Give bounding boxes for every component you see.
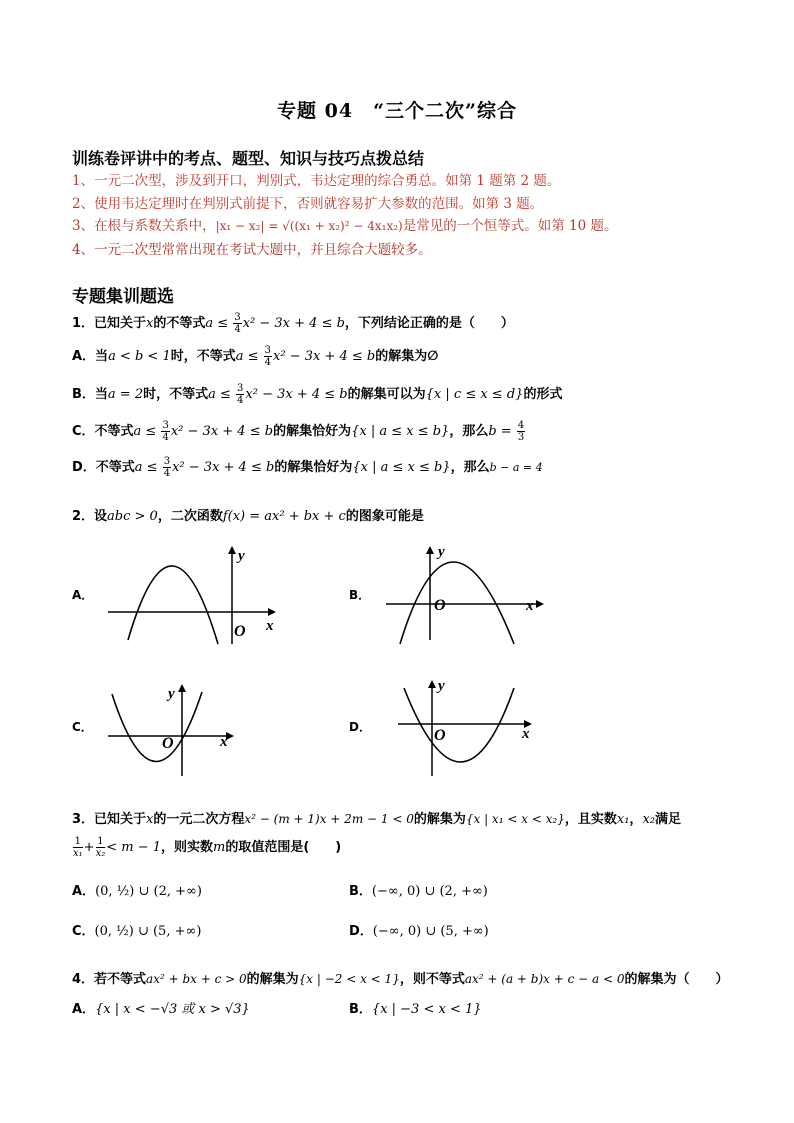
q3-optd-label: D． — [349, 924, 373, 939]
q3-x1: x₁ — [616, 812, 630, 827]
q1-frac-num: 3 — [234, 312, 241, 323]
graph-b-parabola — [400, 562, 514, 644]
q1-opta-ineq-a: a ≤ — [235, 349, 263, 364]
q3-optc-label: C． — [72, 924, 95, 939]
q4-opta-value: {x | x < −√3 或 x > √3} — [95, 1002, 250, 1017]
q1-optb-ineq-b: x² − 3x + 4 ≤ b — [245, 387, 348, 402]
q3-opta-value: (0, ½) ∪ (2, +∞) — [95, 884, 202, 899]
graph-a-origin: O — [234, 623, 246, 640]
q1-opta-ineq-b: x² − 3x + 4 ≤ b — [273, 349, 376, 364]
q1-optd-frac-num: 3 — [163, 456, 171, 467]
q4-optb-value: {x | −3 < x < 1} — [371, 1002, 482, 1017]
graph-d-y-arrow — [428, 680, 436, 688]
q1-optc-eq: b = — [488, 424, 516, 439]
q1-optd-b: 的解集恰好为 — [274, 460, 353, 475]
q3-optc-value: (0, ½) ∪ (5, +∞) — [94, 924, 202, 939]
q1-optb-frac — [236, 383, 244, 406]
q1-optd-set: {x | a ≤ x ≤ b} — [352, 460, 451, 475]
q1-option-a[interactable] — [72, 345, 438, 368]
q1-optd-frac-den: 4 — [163, 468, 171, 479]
q3-ineq2: < m − 1 — [106, 840, 161, 855]
q1-optc-eq-frac — [517, 420, 525, 443]
q1-option-c[interactable] — [72, 420, 526, 443]
q1-optb-c: 的解集可以为 — [347, 387, 426, 402]
graph-a-y-label: y — [238, 548, 245, 564]
q3-optd-value: (−∞, 0) ∪ (5, +∞) — [372, 924, 489, 939]
q1-optd-a: D．不等式 — [72, 460, 135, 475]
q1-var-x: x — [146, 316, 154, 331]
q3-var-x: x — [146, 812, 154, 827]
q3-line2-text: ，则实数 — [161, 840, 214, 855]
q2-label-d[interactable]: D． — [349, 720, 371, 734]
q4-set1: {x | −2 < x < 1} — [298, 972, 400, 986]
q3-stem-b: 的一元二次方程 — [153, 812, 245, 827]
q1-optb-cond: a = 2 — [107, 387, 144, 402]
q4-stem-c: ，则不等式 — [399, 972, 465, 987]
q1-stem-c: ，下列结论正确的是（ ） — [344, 316, 514, 331]
q1-opta-b: 时，不等式 — [170, 349, 236, 364]
q1-optc-eq-den: 3 — [517, 432, 525, 443]
q3-optb-value: (−∞, 0) ∪ (2, +∞) — [371, 884, 488, 899]
q1-ineq-b: x² − 3x + 4 ≤ b — [242, 316, 345, 331]
q2-func: f(x) = ax² + bx + c — [222, 509, 346, 524]
q4-ineq1: ax² + bx + c > 0 — [146, 972, 247, 986]
q1-optc-set: {x | a ≤ x ≤ b} — [351, 424, 450, 439]
q1-optc-ineq-a: a ≤ — [133, 424, 161, 439]
q4-optb-label: B． — [349, 1002, 372, 1017]
q3-ineq: x² − (m + 1)x + 2m − 1 < 0 — [244, 812, 414, 826]
summary-point-2: 2、使用韦达定理时在判别式前提下，否则就容易扩大参数的范围。如第 3 题。 — [72, 196, 544, 212]
summary-heading: 训练卷评讲中的考点、题型、知识与技巧点拨总结 — [72, 149, 425, 168]
q3-comma: ， — [629, 812, 643, 827]
q3-set: {x | x₁ < x < x₂} — [465, 812, 565, 826]
q1-optb-frac-num: 3 — [237, 383, 244, 394]
q1-optc-eq-num: 4 — [517, 420, 525, 431]
q1-optc-a: C．不等式 — [72, 424, 134, 439]
q4-stem-b: 的解集为 — [246, 972, 299, 987]
q3-option-d[interactable] — [349, 920, 489, 939]
graph-a-x-label: x — [266, 618, 274, 634]
q3-var-m: m — [213, 840, 226, 855]
q1-stem-b: 的不等式 — [153, 316, 206, 331]
graph-b-x-label: x — [526, 598, 534, 614]
q1-opta-c: 的解集为∅ — [375, 349, 439, 364]
q4-ineq2: ax² + (a + b)x + c − a < 0 — [464, 972, 625, 986]
graph-d-parabola — [404, 688, 514, 762]
summary-point-3 — [72, 214, 617, 234]
q1-optb-set: {x | c ≤ x ≤ d} — [425, 387, 524, 402]
q3-opta-label: A． — [72, 884, 96, 899]
q3-frac1-num: 1 — [74, 836, 82, 847]
graph-d-y-label: y — [438, 678, 445, 694]
graph-c-y-label: y — [168, 686, 175, 702]
q1-optd-ineq-b: x² − 3x + 4 ≤ b — [172, 460, 275, 475]
q1-frac-den: 4 — [234, 324, 241, 335]
q3-stem-e: 满足 — [654, 812, 681, 827]
q3-frac1 — [73, 836, 83, 859]
q1-opta-frac-den: 4 — [264, 357, 272, 368]
q1-stem — [72, 312, 514, 335]
q3-frac2-num: 1 — [97, 836, 104, 847]
graph-a-y-arrow — [228, 546, 236, 554]
graph-c-y-arrow — [178, 684, 186, 692]
q3-stem-a: 3．已知关于 — [72, 812, 147, 827]
q2-graph-b — [378, 540, 558, 650]
q1-optb-a: B．当 — [72, 387, 108, 402]
graph-d-x-label: x — [522, 726, 530, 742]
q2-graph-a — [100, 540, 290, 650]
q2-label-b[interactable]: B． — [349, 588, 371, 602]
q1-opta-frac-num: 3 — [264, 345, 272, 356]
q4-opta-label: A． — [72, 1002, 96, 1017]
q3-option-b[interactable] — [349, 880, 488, 899]
q2-label-c[interactable]: C． — [72, 720, 93, 734]
q1-ineq-a: a ≤ — [205, 316, 233, 331]
q2-graph-d — [394, 676, 544, 780]
q2-graph-c — [100, 680, 250, 780]
q4-stem-d: 的解集为（ ） — [624, 972, 729, 987]
q2-stem-b: ，二次函数 — [157, 509, 223, 524]
summary-point-1: 1、一元二次型，涉及到开口，判别式，韦达定理的综合勇总。如第 1 题第 2 题。 — [72, 173, 561, 189]
graph-c-parabola — [112, 692, 202, 762]
q3-stem-c: 的解集为 — [413, 812, 466, 827]
q3-option-a[interactable] — [72, 880, 202, 899]
q1-opta-frac — [264, 345, 272, 368]
graph-a-parabola — [128, 566, 218, 644]
q3-frac2 — [96, 836, 106, 859]
page-title: 专题 04 “三个二次”综合 — [277, 100, 517, 122]
q3-optb-label: B． — [349, 884, 372, 899]
q4-option-b[interactable] — [349, 998, 482, 1017]
section-heading: 专题集训题选 — [72, 287, 174, 307]
q1-optc-frac-den: 4 — [162, 432, 169, 443]
q1-optb-ineq-a: a ≤ — [208, 387, 236, 402]
q3-option-c[interactable] — [72, 920, 201, 939]
q1-opta-a: A．当 — [72, 349, 109, 364]
q3-stem-d: ，且实数 — [564, 812, 617, 827]
graph-b-origin: O — [434, 597, 446, 614]
summary-point-3-text: 3、在根与系数关系中， — [72, 218, 216, 234]
q1-optc-ineq-b: x² − 3x + 4 ≤ b — [170, 424, 274, 439]
q2-label-a[interactable]: A． — [72, 588, 94, 602]
q1-stem-a: 1．已知关于 — [72, 316, 147, 331]
q2-cond: abc > 0 — [107, 509, 158, 524]
q3-x2: x₂ — [642, 812, 655, 827]
q1-optc-c: ，那么 — [449, 424, 489, 439]
summary-point-3-formula: |x₁ − x₂| = √((x₁ + x₂)² − 4x₁x₂) — [215, 219, 403, 233]
graph-c-origin: O — [162, 735, 174, 752]
q1-optd-frac — [163, 456, 171, 479]
graph-a-x-arrow — [268, 608, 276, 616]
summary-point-3-tail: 是常见的一个恒等式。如第 10 题。 — [402, 218, 618, 234]
q2-stem-c: 的图象可能是 — [345, 509, 424, 524]
q1-optc-frac — [161, 420, 169, 443]
q1-optb-frac-den: 4 — [237, 395, 244, 406]
q4-stem — [72, 968, 729, 987]
q1-optc-b: 的解集恰好为 — [273, 424, 352, 439]
graph-b-y-arrow — [426, 546, 434, 554]
q1-optd-c: ，那么 — [450, 460, 490, 475]
q1-opta-cond: a < b < 1 — [108, 349, 171, 364]
q1-optb-d: 的形式 — [523, 387, 563, 402]
q1-frac — [233, 312, 241, 335]
q2-stem-a: 2．设 — [72, 509, 108, 524]
q3-stem-line2: $\frac{1}{\text{x₁}}$ + $\frac{1}{\text{x₂}}$ < m − 1，则实数m的取值范围是( ) — [73, 836, 342, 859]
q4-stem-a: 4．若不等式 — [72, 972, 147, 987]
q1-optc-frac-num: 3 — [162, 420, 169, 431]
q3-stem — [72, 808, 681, 827]
graph-b-y-label: y — [438, 544, 445, 560]
graph-d-origin: O — [434, 727, 446, 744]
q1-option-b[interactable] — [72, 383, 562, 406]
q3-frac2-den: x₂ — [95, 848, 106, 859]
graph-b-x-arrow — [536, 600, 544, 608]
q1-optd-eq: b − a = 4 — [489, 461, 543, 474]
summary-point-4: 4、一元二次型常常出现在考试大题中，并且综合大题较多。 — [72, 242, 432, 258]
q4-option-a[interactable] — [72, 998, 250, 1017]
q1-optb-b: 时，不等式 — [143, 387, 209, 402]
q1-optd-ineq-a: a ≤ — [134, 460, 162, 475]
q3-line2-end: 的取值范围是( ) — [225, 840, 342, 855]
graph-c-x-label: x — [220, 734, 228, 750]
q2-stem — [72, 505, 424, 524]
q1-option-d[interactable] — [72, 456, 543, 479]
q3-frac1-den: x₁ — [73, 848, 83, 859]
